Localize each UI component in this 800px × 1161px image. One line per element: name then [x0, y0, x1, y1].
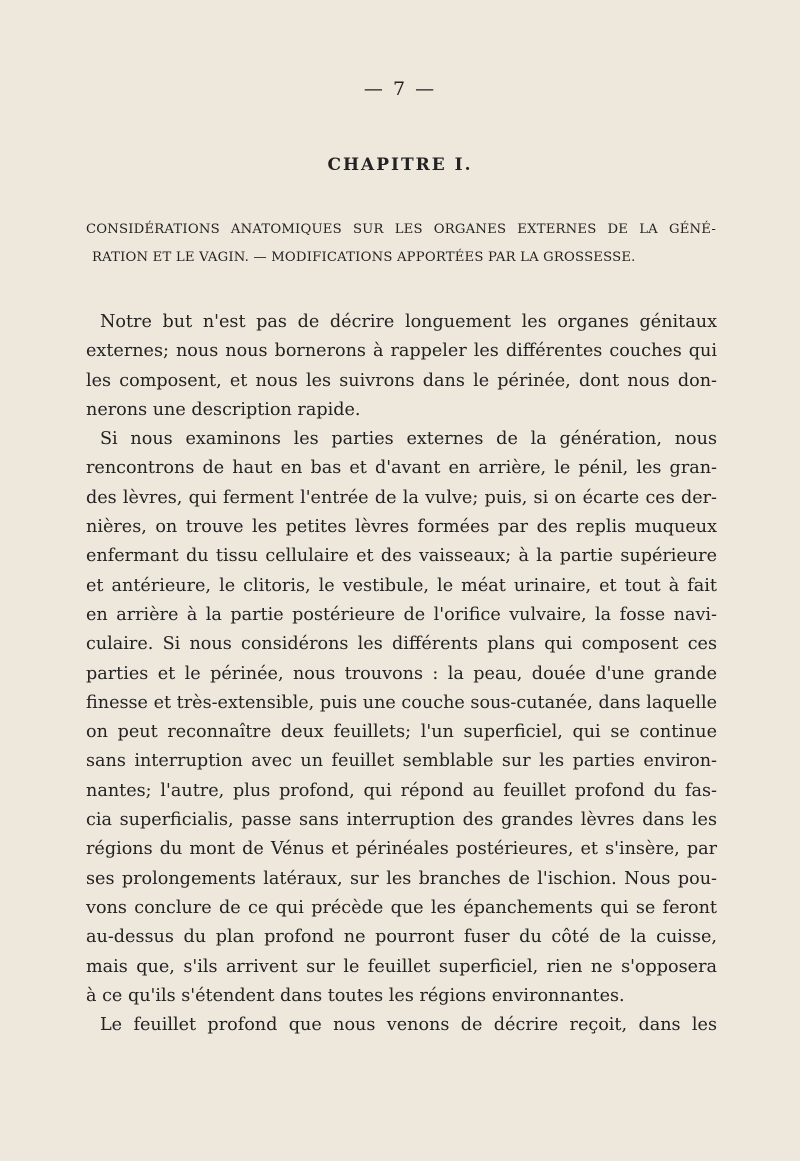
chapter-title: CHAPITRE I.: [327, 155, 473, 175]
text-line: Notre but n'est pas de décrire longuement les organes génitaux: [100, 312, 717, 332]
heading-line: CONSIDÉRATIONS ANATOMIQUES SUR LES ORGANES EXTERNES DE LA GÉNÉ-: [86, 222, 716, 237]
text-line: en arrière à la partie postérieure de l'orifice vulvaire, la fosse navi-: [86, 604, 717, 625]
text-line: au-dessus du plan profond ne pourront fuser du côté de la cuisse,: [86, 927, 717, 948]
text-line: finesse et très-extensible, puis une couche sous-cutanée, dans laquelle: [86, 692, 717, 713]
text-line: rencontrons de haut en bas et d'avant en arrière, le pénil, les gran-: [86, 458, 717, 479]
text-line: nières, on trouve les petites lèvres formées par des replis muqueux: [86, 517, 717, 538]
page-number: — 7 —: [363, 78, 437, 100]
text-line: nantes; l'autre, plus profond, qui répond au feuillet profond du fas-: [86, 780, 717, 801]
text-line: régions du mont de Vénus et périnéales postérieures, et s'insère, par: [86, 839, 717, 860]
text-line: ses prolongements latéraux, sur les branches de l'ischion. Nous pou-: [86, 868, 717, 889]
text-line: on peut reconnaître deux feuillets; l'un superficiel, qui se continue: [86, 722, 717, 743]
body-text: [86, 308, 717, 1040]
text-line: enfermant du tissu cellulaire et des vaisseaux; à la partie supérieure: [86, 546, 717, 567]
text-line: Le feuillet profond que nous venons de décrire reçoit, dans les: [100, 1015, 717, 1036]
text-line: sans interruption avec un feuillet semblable sur les parties environ-: [86, 751, 717, 772]
text-line: cia superficialis, passe sans interruption des grandes lèvres dans les: [86, 810, 717, 831]
text-line: parties et le périnée, nous trouvons : la peau, douée d'une grande: [86, 663, 717, 684]
text-line: externes; nous nous bornerons à rappeler les différentes couches qui: [86, 341, 717, 362]
text-line: des lèvres, qui ferment l'entrée de la vulve; puis, si on écarte ces der-: [86, 487, 717, 508]
text-line: culaire. Si nous considérons les différents plans qui composent ces: [86, 634, 717, 655]
heading-line: RATION ET LE VAGIN. — MODIFICATIONS APPORTÉES PAR LA GROSSESSE.: [92, 250, 636, 265]
text-line: Si nous examinons les parties externes de la génération, nous: [100, 429, 717, 450]
chapter-heading: [86, 216, 716, 272]
text-line: et antérieure, le clitoris, le vestibule, le méat urinaire, et tout à fait: [86, 575, 717, 596]
text-line: les composent, et nous les suivrons dans le périnée, dont nous don-: [86, 370, 717, 391]
text-line: vons conclure de ce qui précède que les épanchements qui se feront: [86, 897, 717, 918]
text-line: mais que, s'ils arrivent sur le feuillet superficiel, rien ne s'opposera: [86, 956, 717, 977]
text-line: nerons une description rapide.: [86, 399, 361, 420]
text-line: à ce qu'ils s'étendent dans toutes les régions environnantes.: [86, 985, 625, 1006]
